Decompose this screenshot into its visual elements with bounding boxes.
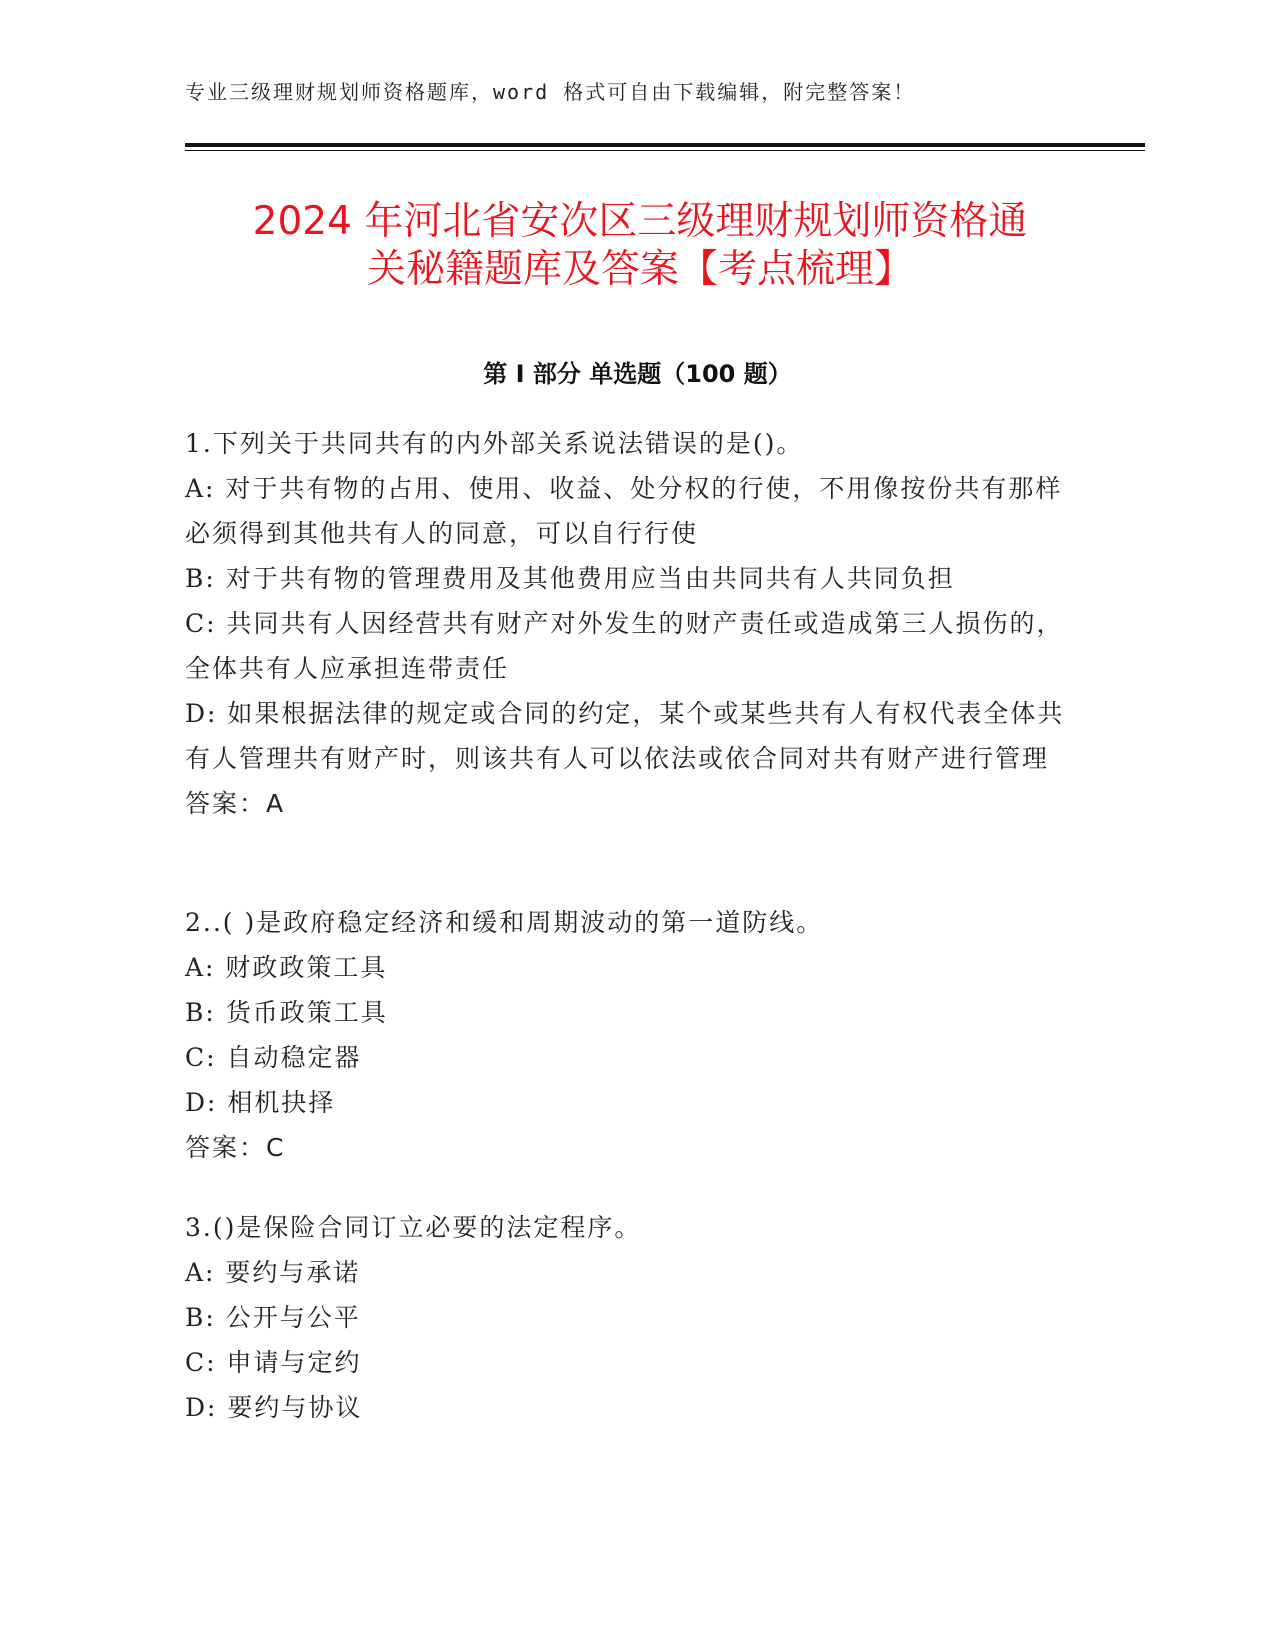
question-stem: 2..( )是政府稳定经济和缓和周期波动的第一道防线。 xyxy=(185,908,824,937)
header-rule-thick xyxy=(185,143,1145,147)
title-line-2: 关秘籍题库及答案【考点梳理】 xyxy=(366,247,913,292)
answer: 答案：A xyxy=(185,789,286,818)
section-heading: 第 I 部分 单选题（100 题） xyxy=(483,360,792,388)
question-2 xyxy=(185,900,1085,1170)
question-stem: 1.下列关于共同共有的内外部关系说法错误的是()。 xyxy=(185,429,804,458)
option-b: B: 公开与公平 xyxy=(185,1303,361,1332)
question-stem: 3.()是保险合同订立必要的法定程序。 xyxy=(185,1213,642,1242)
option-c: C: 申请与定约 xyxy=(185,1348,362,1377)
option-d: D: 相机抉择 xyxy=(185,1088,336,1117)
title-line-1: 2024 年河北省安次区三级理财规划师资格通 xyxy=(252,199,1028,244)
option-b: B: 对于共有物的管理费用及其他费用应当由共同共有人共同负担 xyxy=(185,564,955,593)
document-title xyxy=(170,198,1110,294)
option-a: A: 对于共有物的占用、使用、收益、处分权的行使，不用像按份共有那样必须得到其他共有人的同意，可以自行行使 xyxy=(185,474,1063,548)
header-note: 专业三级理财规划师资格题库，word 格式可自由下载编辑，附完整答案！ xyxy=(185,80,916,104)
question-3 xyxy=(185,1205,1085,1430)
option-d: D: 要约与协议 xyxy=(185,1393,363,1422)
option-a: A: 要约与承诺 xyxy=(185,1258,361,1287)
question-1 xyxy=(185,421,1085,826)
header-rule-thin xyxy=(185,150,1145,151)
option-d: D: 如果根据法律的规定或合同的约定，某个或某些共有人有权代表全体共有人管理共有财产时，则该共有人可以依法或依合同对共有财产进行管理 xyxy=(185,699,1065,773)
option-c: C: 自动稳定器 xyxy=(185,1043,362,1072)
answer: 答案：C xyxy=(185,1133,286,1162)
option-a: A: 财政政策工具 xyxy=(185,953,388,982)
option-b: B: 货币政策工具 xyxy=(185,998,388,1027)
option-c: C: 共同共有人因经营共有财产对外发生的财产责任或造成第三人损伤的，全体共有人应承担连带责任 xyxy=(185,609,1064,683)
